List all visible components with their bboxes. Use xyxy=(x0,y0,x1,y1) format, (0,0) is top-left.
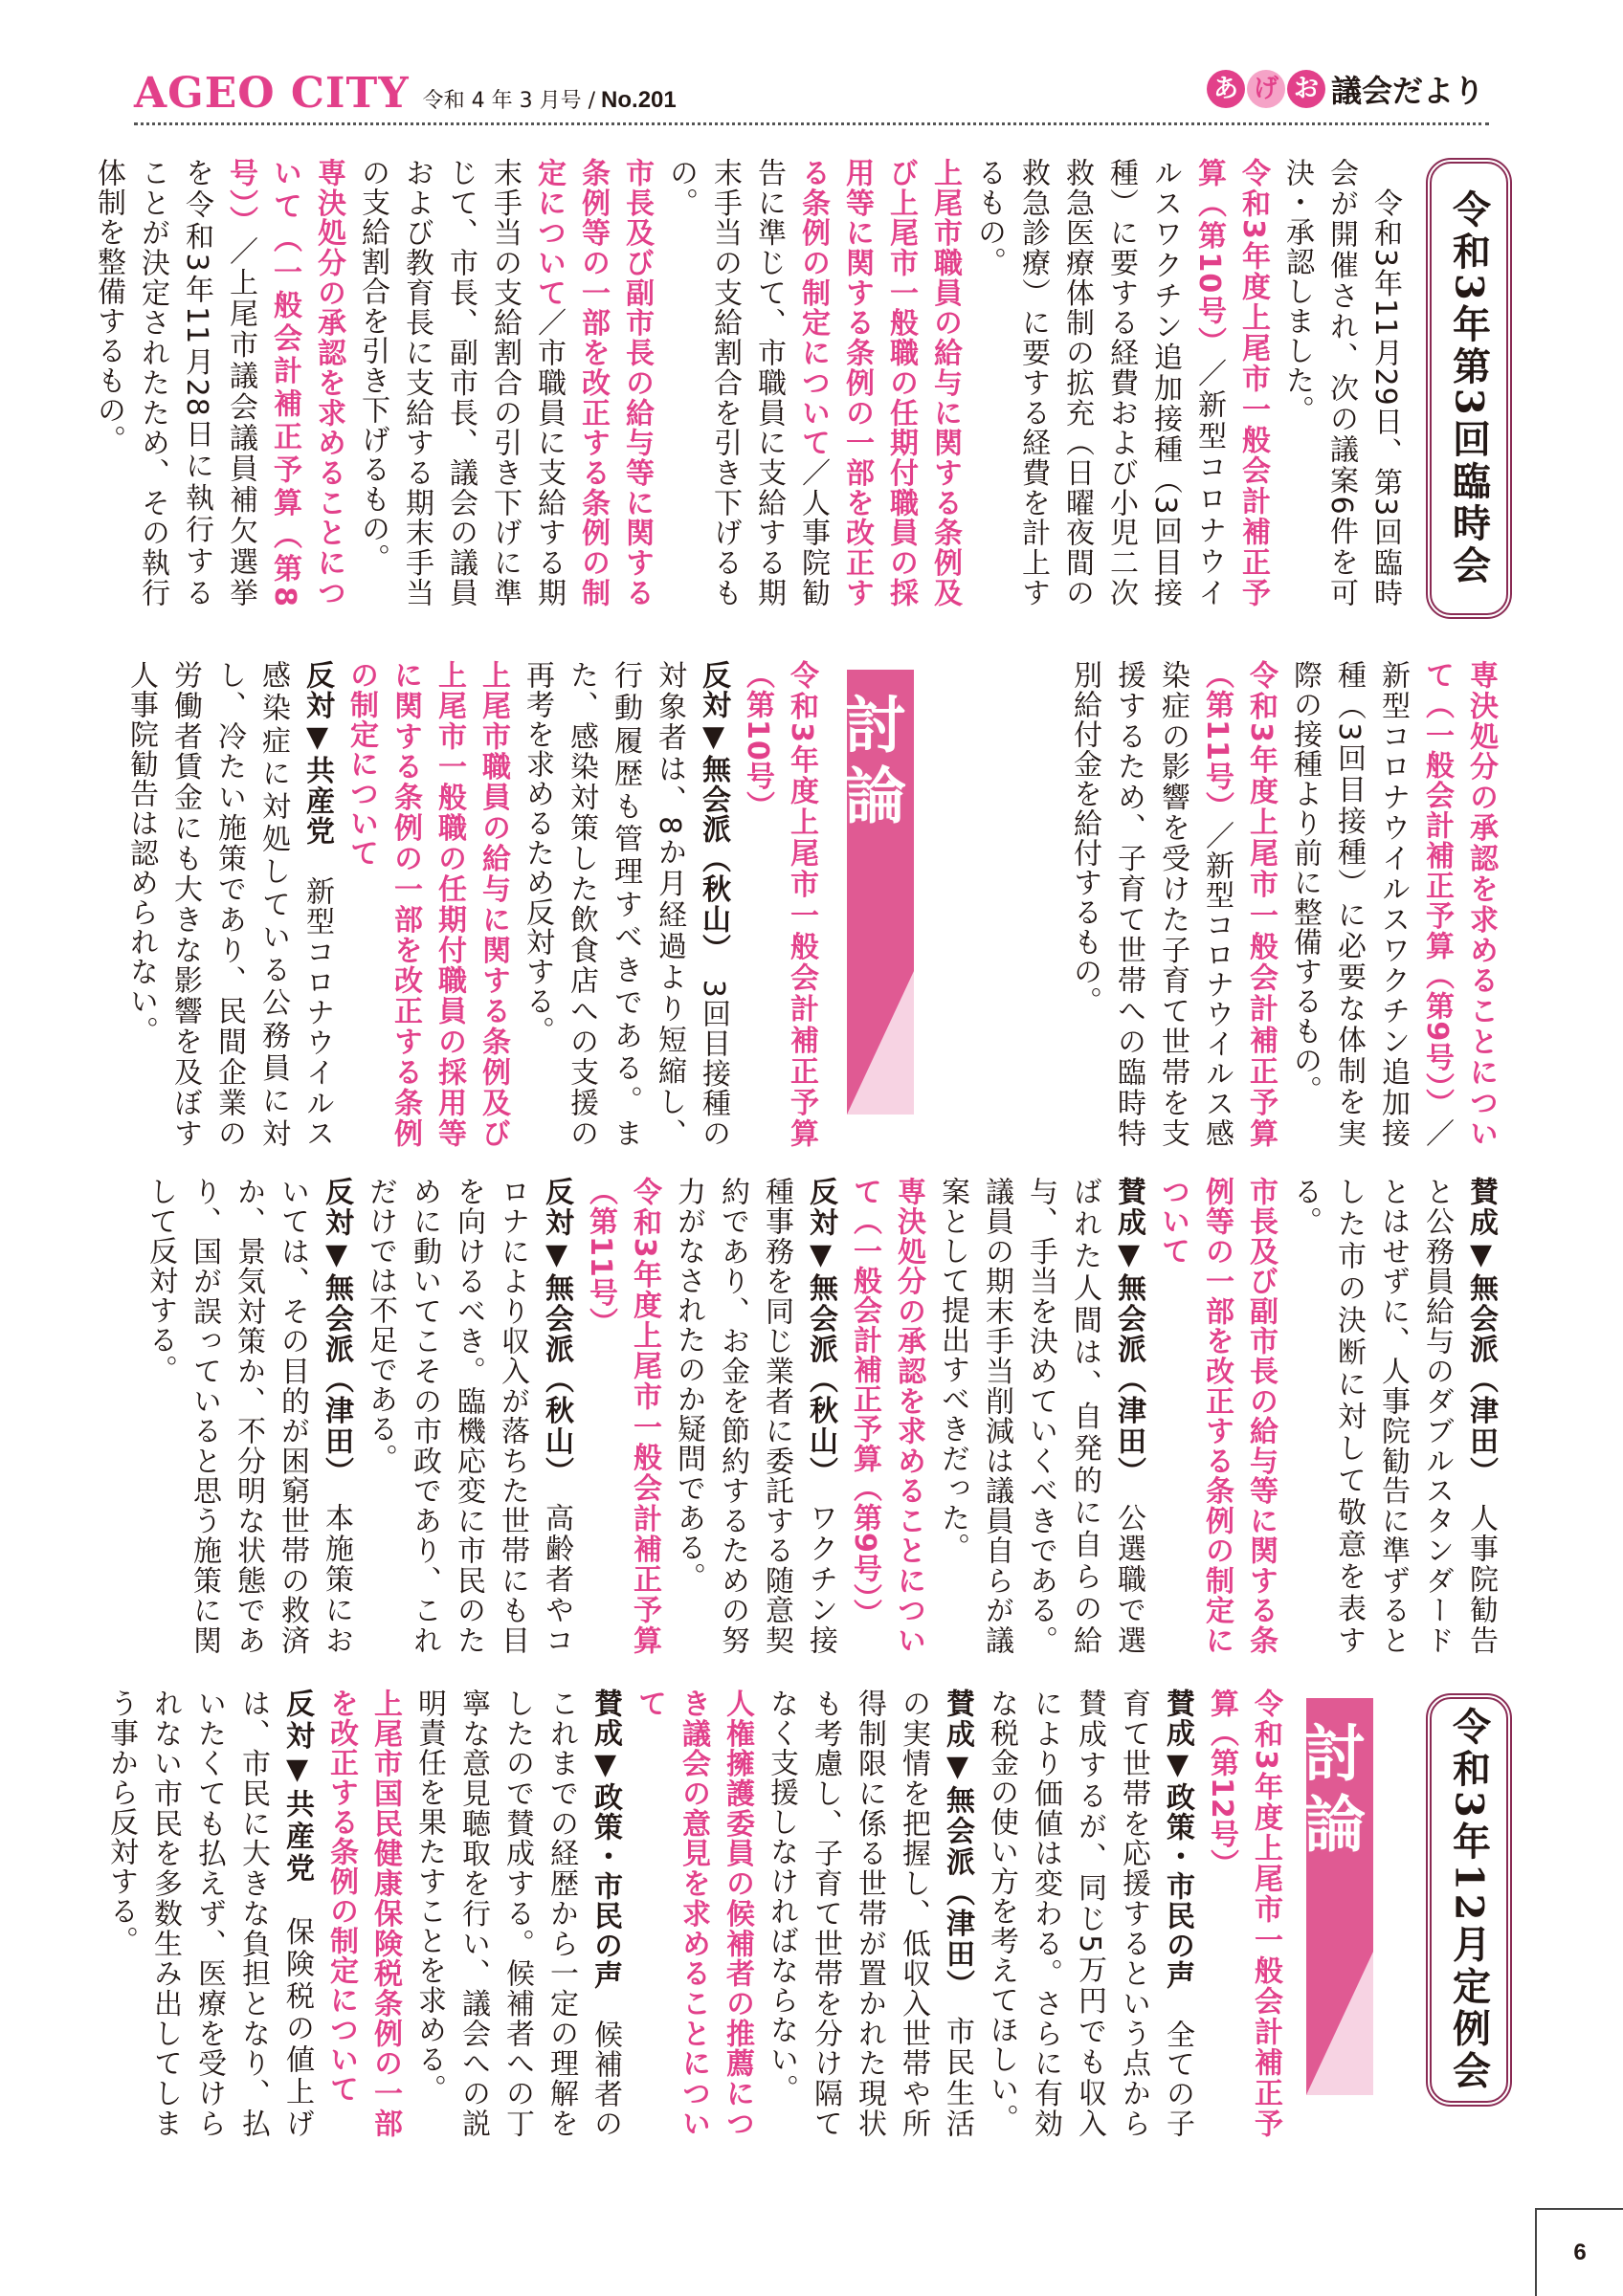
rinjikai-item: 上尾市職員の給与に関する条例及び上尾市一般職の任期付職員の採用等に関する条例の一部を改正する条例の制定について／人事院勧告に準じて、市職員に支給する期末手当の支給割合を引き下げるもの。 xyxy=(664,158,962,608)
page-header-left xyxy=(134,69,677,118)
toron-entry: 賛成▼政策・市民の声 候補者のこれまでの経歴から一定の理解をしたので賛成する。候補者への丁寧な意見聴取を行い、議会への説明責任を果たすことを求める。 xyxy=(412,1689,622,2138)
rinjikai-item: 専決処分の承認を求めることについて（一般会計補正予算（第8号））／上尾市議会議員補欠選挙を令和3年11月28日に執行することが決定されたため、その執行体制を整備するもの。 xyxy=(92,158,345,608)
toron-section-title: 上尾市国民健康保険税条例の一部を改正する条例の制定について xyxy=(324,1689,402,2138)
rinjikai-intro: 令和3年11月29日、第3回臨時会が開催され、次の議案6件を可決・承認しました。 xyxy=(1280,158,1402,607)
teireikai-title: 令和3年12月定例会 xyxy=(1426,1693,1512,2107)
toron-entry: 反対▼共産党 新型コロナウイルス感染症に対処している公務員に対し、冷たい施策であり、民間企業の労働者賃金にも大きな影響を及ぼす人事院勧告は認められない。 xyxy=(124,660,334,1149)
logo-kana-o: お xyxy=(1287,70,1325,108)
teireikai-toron-label: 討論 xyxy=(1294,1721,1366,1863)
ageo-city-logo: AGEO CITY xyxy=(134,69,410,118)
toron1-body xyxy=(124,660,823,1148)
rinjikai-body-cont xyxy=(834,660,1502,1149)
rinjikai-body xyxy=(92,158,1407,608)
toron1-body-cont xyxy=(124,1177,1502,1655)
rinjikai-item: 専決処分の承認を求めることについて（一般会計補正予算（第9号））／新型コロナウイルスワクチン追加接種（3回目接種）に必要な体制を実際の接種より前に整備するもの。 xyxy=(1288,660,1498,1148)
toron-entry: 反対▼無会派（秋山） 高齢者やコロナにより収入が落ちた世帯にも目を向けるべき。臨機応変に市民のために動いてこその市政であり、これだけでは不足である。 xyxy=(364,1177,573,1656)
toron-label-box xyxy=(834,670,914,1115)
toron-section-title: 令和3年度上尾市一般会計補正予算（第10号） xyxy=(741,660,818,1148)
toron-section-title: 人権擁護委員の候補者の推薦につき議会の意見を求めることについて xyxy=(633,1689,754,2138)
teireikai-toron-triangle xyxy=(1306,1952,1373,2095)
rinjikai-title: 令和3年第3回臨時会 xyxy=(1426,158,1512,619)
teireikai-toron-box xyxy=(1294,1698,1373,2095)
rinjikai-item: 令和3年度上尾市一般会計補正予算（第10号）／新型コロナウイルスワクチン追加接種（3回目接種）に要する経費および小児二次救急医療体制の拡充（日曜夜間の救急診療）に要する経費を計上するもの。 xyxy=(972,158,1270,608)
rinjikai-item: 市長及び副市長の給与等に関する条例等の一部を改正する条例の制定について／市職員に支給する期末手当の支給割合の引き下げに準じて、市長、副市長、議会の議員および教育長に支給する期末手当の支給割合を引き下げるもの。 xyxy=(356,158,654,608)
issue-number: No.201 xyxy=(601,87,677,113)
issue-date: 令和 4 年 3 月号 / No.201 xyxy=(422,87,677,113)
toron-section-title: 令和3年度上尾市一般会計補正予算（第12号） xyxy=(1205,1689,1282,2138)
logo-kana-ge: げ xyxy=(1247,70,1285,108)
toron-box-triangle xyxy=(847,971,914,1115)
newsletter-title xyxy=(1207,67,1484,111)
toron-section-title: 令和3年度上尾市一般会計補正予算（第11号） xyxy=(584,1177,661,1655)
toron-entry: 反対▼共産党 保険税の値上げは、市民に大きな負担となり、払いたくても払えず、医療を受けられない市民を多数生み出してしまう事から反対する。 xyxy=(104,1689,314,2139)
toron-label: 討論 xyxy=(834,693,906,834)
toron-entry: 賛成▼政策・市民の声 全ての子育て世帯を応援するという点から賛成するが、同じ5万円でも収入により価値は変わる。さらに有効な税金の使い方を考えてほしい。 xyxy=(985,1689,1194,2138)
rinjikai-item: 令和3年度上尾市一般会計補正予算（第11号）／新型コロナウイルス感染症の影響を受けた子育て世帯を支援するため、子育て世帯への臨時特別給付金を給付するもの。 xyxy=(1068,660,1278,1149)
toron-section-title: 専決処分の承認を求めることについて（一般会計補正予算（第9号）） xyxy=(848,1177,925,1655)
newsletter-subtitle: 議会だより xyxy=(1330,73,1484,109)
toron-section-title: 上尾市職員の給与に関する条例及び上尾市一般職の任期付職員の採用等に関する条例の一部を改正する条例の制定について xyxy=(345,660,510,1148)
toron-entry: 反対▼無会派（津田） 本施策においては、その目的が困窮世帯の救済か、景気対策か、不分明な状態であり、国が誤っていると思う施策に関して反対する。 xyxy=(144,1177,353,1656)
toron-entry: 賛成▼無会派（津田） 市民生活の実情を把握し、低収入世帯や所得制限に係る世帯が置かれた現状も考慮し、子育て世帯を分け隔てなく支援しなければならない。 xyxy=(765,1689,974,2139)
toron-entry: 反対▼無会派（秋山） 3回目接種の対象者は、8か月経過より短縮し、行動履歴も管理すべきである。また、感染対策した飲食店への支援の再考を求めるため反対する。 xyxy=(521,660,730,1149)
toron-entry: 賛成▼無会派（津田） 人事院勧告と公務員給与のダブルスタンダードとはせずに、人事院勧告に準ずるとした市の決断に対して敬意を表する。 xyxy=(1288,1177,1498,1656)
toron-entry: 賛成▼無会派（津田） 公選職で選ばれた人間は、自発的に自らの給与、手当を決めていくべきである。議員の期末手当削減は議員自らが議案として提出すべきだった。 xyxy=(936,1177,1145,1656)
toron-section-title: 市長及び副市長の給与等に関する条例等の一部を改正する条例の制定について xyxy=(1156,1177,1278,1655)
teireikai-body xyxy=(104,1689,1287,2139)
header-divider xyxy=(134,122,1489,125)
logo-kana-a: あ xyxy=(1207,70,1245,108)
toron-entry: 反対▼無会派（秋山） ワクチン接種事務を同じ業者に委託する随意契約であり、お金を節約するための努力がなされたのか疑問である。 xyxy=(672,1177,837,1656)
page-number: 6 xyxy=(1535,2208,1623,2296)
